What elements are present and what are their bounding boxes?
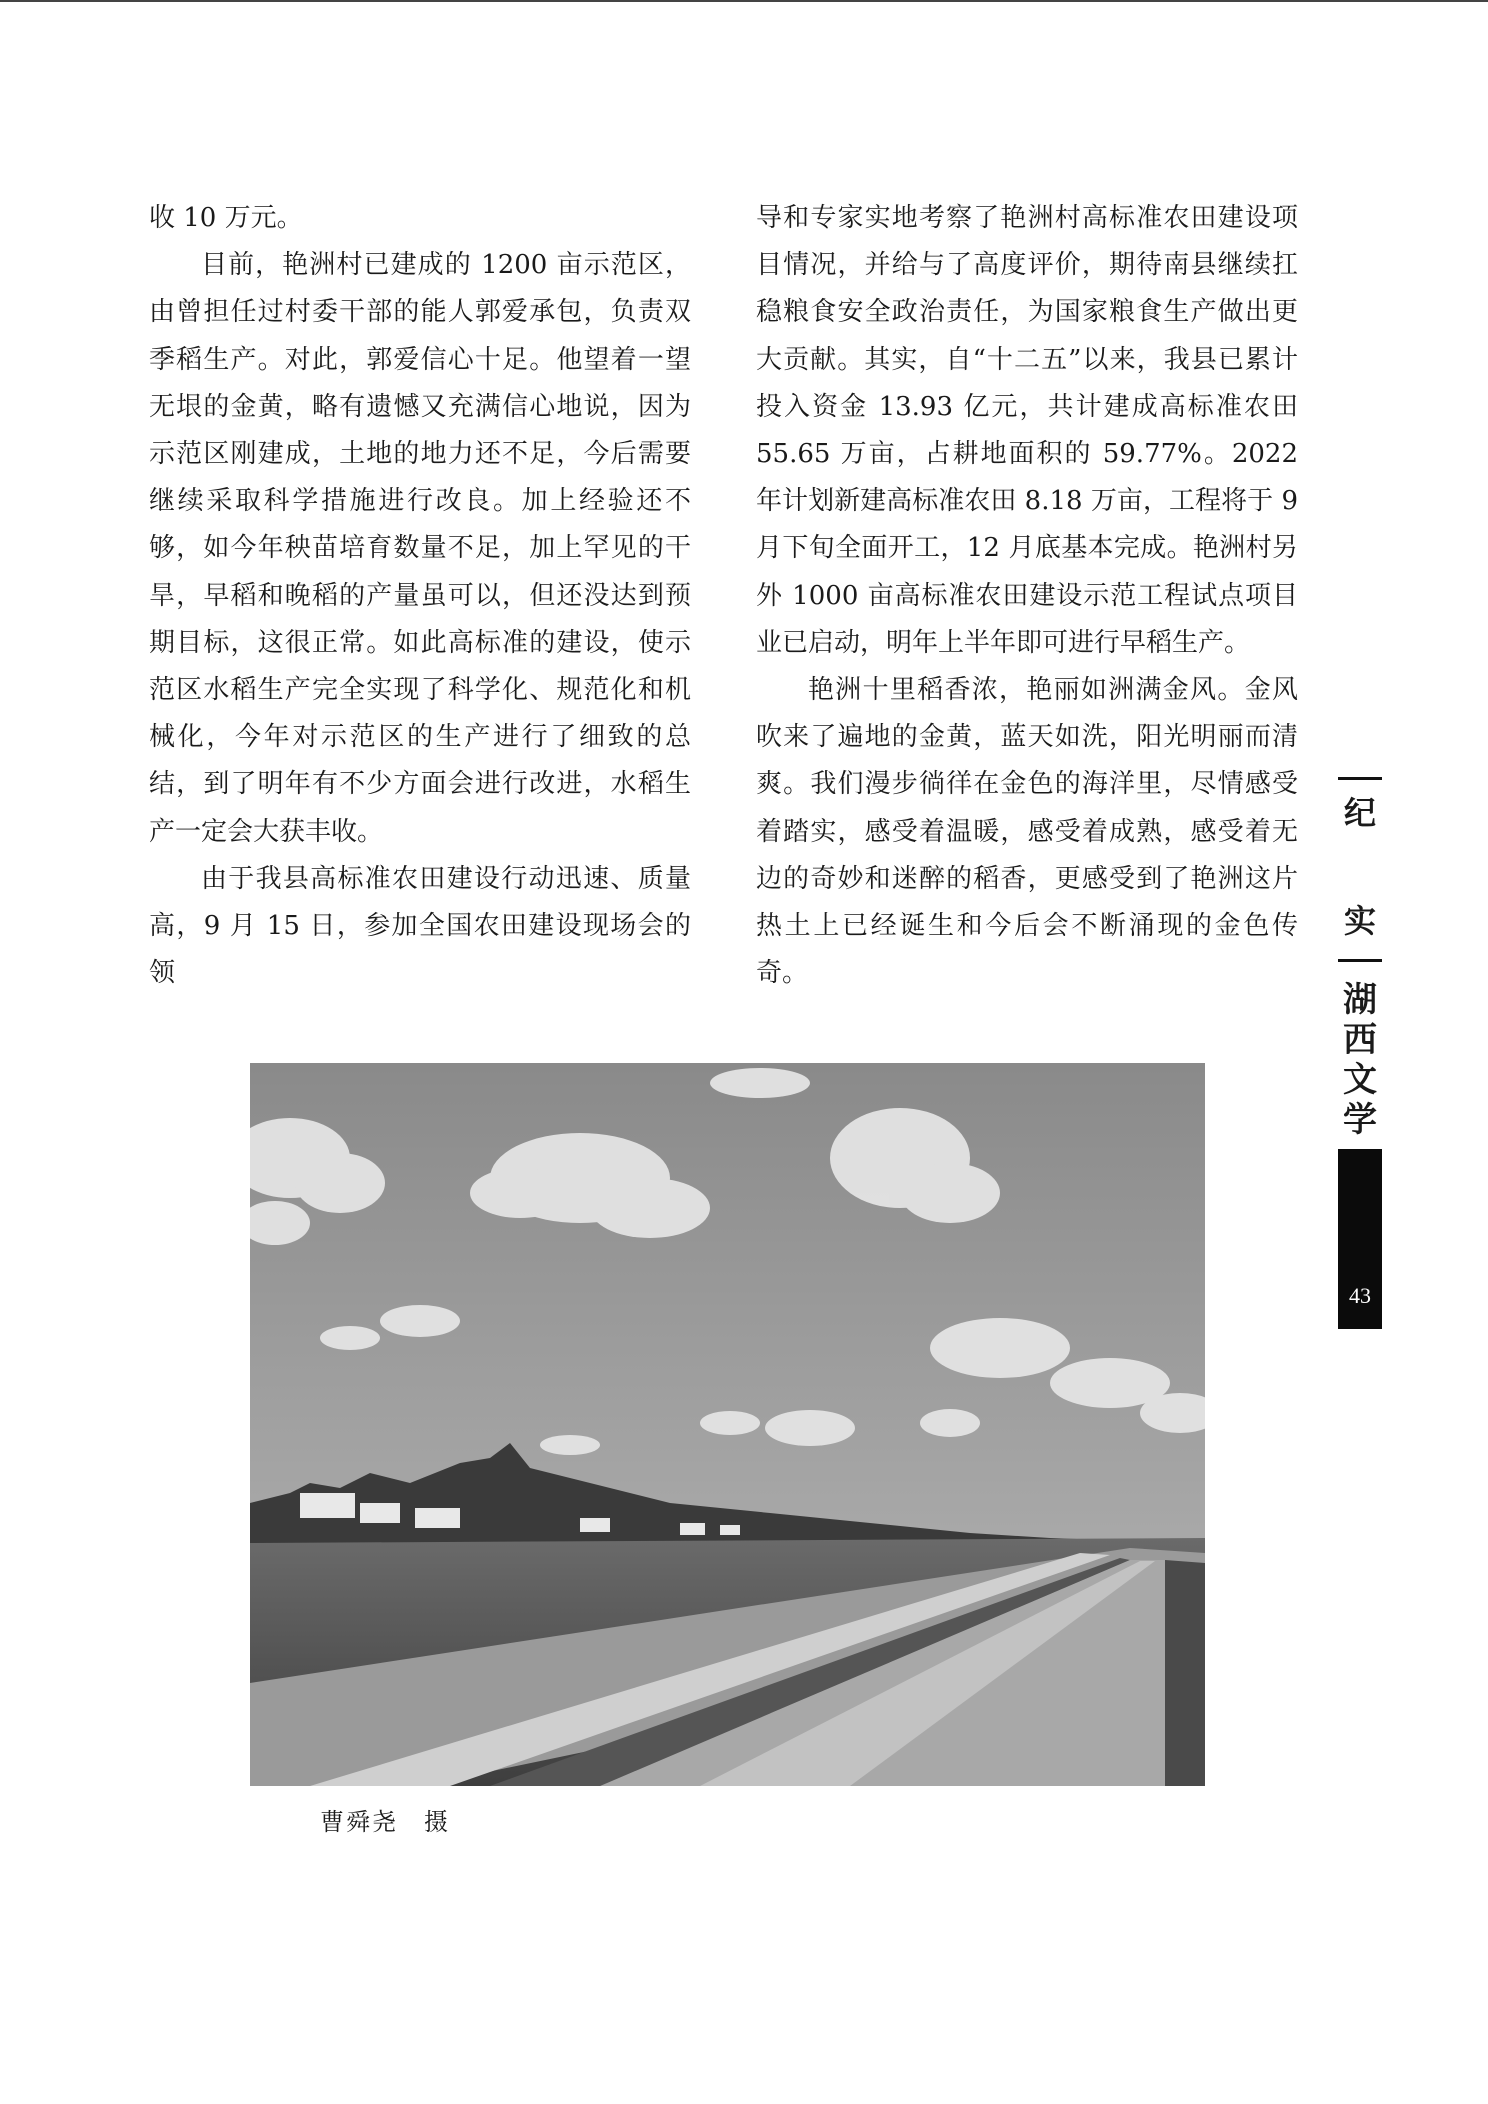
magazine-char-4: 学 (1343, 1100, 1377, 1140)
section-char-shi: 实 (1343, 902, 1376, 940)
side-rule-top (1338, 777, 1382, 780)
magazine-char-1: 湖 (1343, 980, 1377, 1020)
paragraph-5: 艳洲十里稻香浓，艳丽如洲满金风。金风吹来了遍地的金黄，蓝天如洗，阳光明丽而清爽。我们漫步徜徉在金色的海洋里，尽情感受着踏实，感受着温暖，感受着成熟，感受着无边的奇妙和迷醉的稻香，更感受到了艳洲这片热土上已经诞生和今后会不断涌现的金色传奇。 (756, 675, 1298, 989)
paragraph-4: 导和专家实地考察了艳洲村高标准农田建设项目情况，并给与了高度评价，期待南县继续扛稳粮食安全政治责任，为国家粮食生产做出更大贡献。其实，自“十二五”以来，我县已累计投入资金 13.93 亿元，共计建成高标准农田 55.65 万亩，占耕地面积的 59.77%。2022 年计划新建高标准农田 8.18 万亩，工程将于 9 月下旬全面开工，12 月底基本完成。艳洲村另外 1000 亩高标准农田建设示范工程试点项目业已启动，明年上半年即可进行早稻生产。 (756, 203, 1298, 658)
section-char-ji: 纪 (1343, 794, 1376, 832)
right-text-column (756, 195, 1298, 997)
page-number: 43 (1349, 1283, 1371, 1308)
side-rule-bottom (1338, 959, 1382, 962)
magazine-char-2: 西 (1343, 1020, 1377, 1060)
paragraph-2: 目前，艳洲村已建成的 1200 亩示范区，由曾担任过村委干部的能人郭爱承包，负责双季稻生产。对此，郭爱信心十足。他望着一望无垠的金黄，略有遗憾又充满信心地说，因为示范区刚建成，土地的地力还不足，今后需要继续采取科学措施进行改良。加上经验还不够，如今年秧苗培育数量不足，加上罕见的干旱，早稻和晚稻的产量虽可以，但还没达到预期目标，这很正常。如此高标准的建设，使示范区水稻生产完全实现了科学化、规范化和机械化，今年对示范区的生产进行了细致的总结，到了明年有不少方面会进行改进，水稻生产一定会大获丰收。 (149, 250, 691, 847)
paragraph-1: 收 10 万元。 (149, 203, 303, 233)
top-border (0, 0, 1488, 2)
paragraph-3: 由于我县高标准农田建设行动迅速、质量高，9 月 15 日，参加全国农田建设现场会的领 (149, 863, 691, 989)
photo-caption: 曹舜尧 摄 (320, 1808, 450, 1836)
farmland-photo (250, 1063, 1205, 1786)
magazine-char-3: 文 (1343, 1060, 1377, 1100)
left-text-column (149, 195, 691, 997)
